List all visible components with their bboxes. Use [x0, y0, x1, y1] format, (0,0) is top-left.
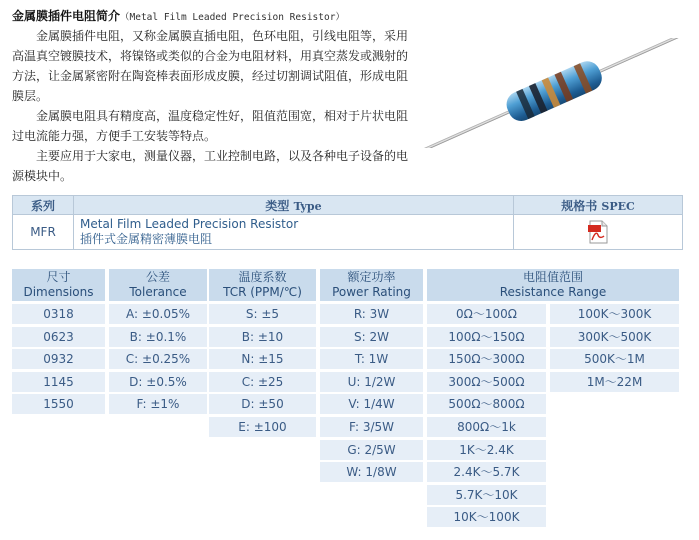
- header-series: 系列: [13, 196, 74, 215]
- type-value: [74, 215, 514, 250]
- power-rating-value: G: 2/5W: [320, 440, 423, 460]
- dimension-value: 1145: [12, 372, 105, 392]
- resistance-range-value: 0Ω～100Ω: [427, 304, 546, 324]
- tolerance-value: B: ±0.1%: [109, 327, 207, 347]
- tolerance-value: A: ±0.05%: [109, 304, 207, 324]
- power-rating-value: F: 3/5W: [320, 417, 423, 437]
- power-header-en: Power Rating: [332, 285, 411, 299]
- intro-paragraph: 主要应用于大家电，测量仪器，工业控制电路，以及各种电子设备的电源模块中。: [12, 149, 409, 183]
- intro-title-cn: 金属膜插件电阻简介: [12, 9, 121, 23]
- tcr-value: N: ±15: [209, 349, 316, 369]
- tolerance-header-cn: 公差: [145, 270, 170, 284]
- tolerance-value: F: ±1%: [109, 394, 207, 414]
- type-cn: 插件式金属精密薄膜电阻: [80, 232, 213, 246]
- resistance-range-value: 500K～1M: [550, 349, 679, 369]
- resistance-range-value: 300K～500K: [550, 327, 679, 347]
- dimensions-column: [12, 269, 105, 412]
- type-en: Metal Film Leaded Precision Resistor: [80, 217, 299, 231]
- intro-title-en: （Metal Film Leaded Precision Resistor）: [120, 12, 345, 23]
- tcr-header: [209, 269, 316, 301]
- tolerance-column: [109, 269, 207, 412]
- header-spec: [514, 196, 683, 215]
- spec-cell: [514, 215, 683, 250]
- tolerance-value: C: ±0.25%: [109, 349, 207, 369]
- power-rating-value: R: 3W: [320, 304, 423, 324]
- power-column: [320, 269, 423, 480]
- dimension-value: 1550: [12, 394, 105, 414]
- power-rating-value: U: 1/2W: [320, 372, 423, 392]
- power-rating-value: T: 1W: [320, 349, 423, 369]
- tolerance-header: [109, 269, 207, 301]
- dimensions-header-en: Dimensions: [23, 285, 94, 299]
- tolerance-value: D: ±0.5%: [109, 372, 207, 392]
- resistance-range-value: 500Ω～800Ω: [427, 394, 546, 414]
- header-type: [74, 196, 514, 215]
- resistance-range-value: 100Ω～150Ω: [427, 327, 546, 347]
- power-header: [320, 269, 423, 301]
- intro-title: [12, 6, 412, 26]
- tcr-column: [209, 269, 316, 434]
- tcr-value: E: ±100: [209, 417, 316, 437]
- resistance-header-cn: 电阻值范围: [522, 270, 583, 284]
- series-spec-table: [12, 195, 683, 250]
- dimension-value: 0623: [12, 327, 105, 347]
- resistance-range-value: 100K～300K: [550, 304, 679, 324]
- resistance-range-value: 2.4K～5.7K: [427, 462, 546, 482]
- tcr-header-cn: 温度系数: [238, 270, 287, 284]
- resistance-range-value: 1M～22M: [550, 372, 679, 392]
- dimension-value: 0318: [12, 304, 105, 324]
- resistance-range-value: 5.7K～10K: [427, 485, 546, 505]
- power-rating-value: V: 1/4W: [320, 394, 423, 414]
- header-type-en: Type: [293, 199, 322, 213]
- power-rating-value: W: 1/8W: [320, 462, 423, 482]
- pdf-file-icon[interactable]: [587, 220, 609, 244]
- intro-paragraph: 金属膜插件电阻，又称金属膜直插电阻，色环电阻，引线电阻等，采用高温真空镀膜技术，将镍铬或类似的合金为电阻材料，用真空蒸发或溅射的方法，让金属紧密附在陶瓷棒表面形成皮膜，经过切割调试阻值，形成电阻膜层。: [12, 29, 409, 103]
- dimensions-header: [12, 269, 105, 301]
- power-rating-value: S: 2W: [320, 327, 423, 347]
- header-spec-cn: 规格书: [561, 198, 598, 213]
- tcr-header-en: TCR (PPM/℃): [223, 285, 302, 299]
- resistor-image: [420, 38, 690, 148]
- resistance-range-value: 10K～100K: [427, 507, 546, 527]
- power-header-cn: 额定功率: [347, 270, 396, 284]
- intro-section: [12, 6, 412, 186]
- resistance-header: [427, 269, 679, 301]
- resistance-header-en: Resistance Range: [499, 285, 607, 299]
- resistance-column: [427, 269, 679, 525]
- tcr-value: C: ±25: [209, 372, 316, 392]
- resistance-range-value: 300Ω～500Ω: [427, 372, 546, 392]
- tcr-value: S: ±5: [209, 304, 316, 324]
- resistance-range-value: 150Ω～300Ω: [427, 349, 546, 369]
- header-spec-en: SPEC: [601, 199, 635, 213]
- tcr-value: D: ±50: [209, 394, 316, 414]
- header-type-cn: 类型: [265, 198, 290, 213]
- intro-paragraph: 金属膜电阻具有精度高，温度稳定性好，阻值范围宽，相对于片状电阻过电流能力强，方便手工安装等特点。: [12, 109, 409, 143]
- resistance-range-value: 1K～2.4K: [427, 440, 546, 460]
- series-value: MFR: [13, 215, 74, 250]
- tcr-value: B: ±10: [209, 327, 316, 347]
- tolerance-header-en: Tolerance: [129, 285, 187, 299]
- resistance-range-value: 800Ω～1k: [427, 417, 546, 437]
- dimensions-header-cn: 尺寸: [46, 270, 71, 284]
- dimension-value: 0932: [12, 349, 105, 369]
